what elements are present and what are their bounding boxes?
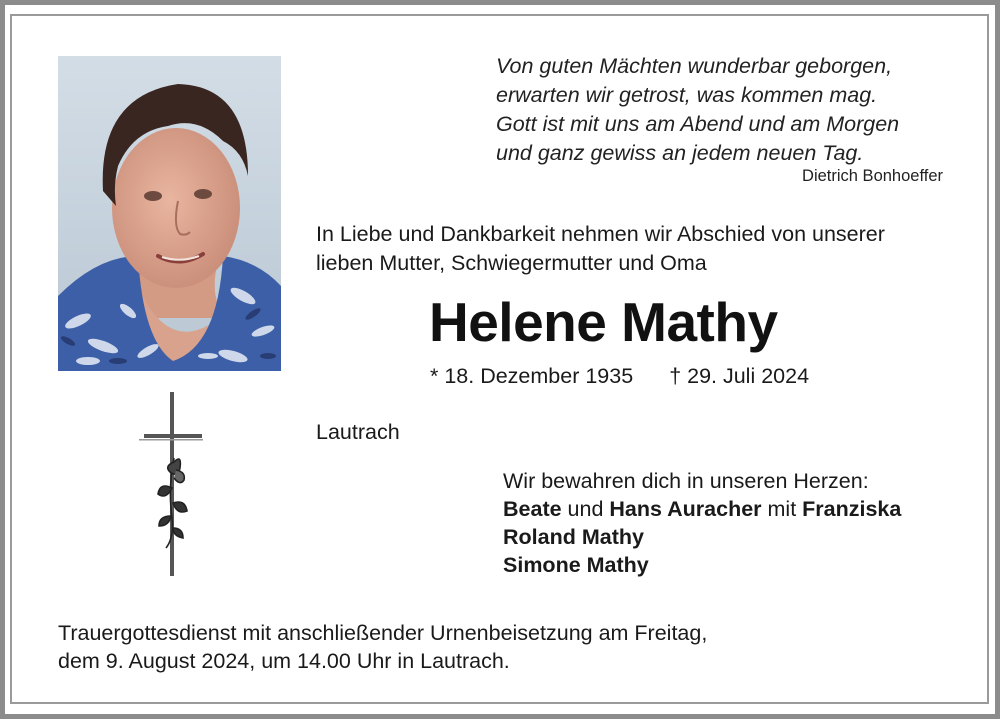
- quote-line: und ganz gewiss an jedem neuen Tag.: [496, 141, 864, 165]
- funeral-service-info: [58, 619, 958, 675]
- connector-text: und: [561, 497, 610, 521]
- mourner-name: Hans Auracher: [609, 497, 762, 521]
- mourner-name: Roland Mathy: [503, 525, 644, 549]
- portrait-photo: [58, 56, 281, 371]
- birth-date: * 18. Dezember 1935: [430, 364, 634, 388]
- mourner-name: Beate: [503, 497, 562, 521]
- service-line: Trauergottesdienst mit anschließender Urnenbeisetzung am Freitag,: [58, 621, 708, 645]
- bonhoeffer-quote: [496, 52, 956, 168]
- deceased-name: Helene Mathy: [429, 291, 778, 353]
- quote-line: Von guten Mächten wunderbar geborgen,: [496, 54, 893, 78]
- mourners-line: [503, 551, 973, 579]
- quote-author: Dietrich Bonhoeffer: [802, 167, 943, 185]
- mourners-line: [503, 495, 973, 523]
- quote-line: erwarten wir getrost, was kommen mag.: [496, 83, 878, 107]
- farewell-intro: [316, 220, 976, 278]
- mourners-heading: Wir bewahren dich in unseren Herzen:: [503, 469, 869, 493]
- place-of-residence: Lautrach: [316, 420, 400, 444]
- quote-line: Gott ist mit uns am Abend und am Morgen: [496, 112, 900, 136]
- life-dates: [430, 364, 809, 389]
- mourners-line: [503, 523, 973, 551]
- connector-text: mit: [761, 497, 803, 521]
- mourners-block: [503, 467, 973, 579]
- cross-with-rose-icon: [130, 388, 220, 580]
- death-date: † 29. Juli 2024: [669, 364, 810, 388]
- mourner-name: Simone Mathy: [503, 553, 649, 577]
- intro-line: In Liebe und Dankbarkeit nehmen wir Abschied von unserer: [316, 222, 885, 246]
- intro-line: lieben Mutter, Schwiegermutter und Oma: [316, 251, 707, 275]
- mourner-name: Franziska: [802, 497, 902, 521]
- service-line: dem 9. August 2024, um 14.00 Uhr in Lautrach.: [58, 649, 510, 673]
